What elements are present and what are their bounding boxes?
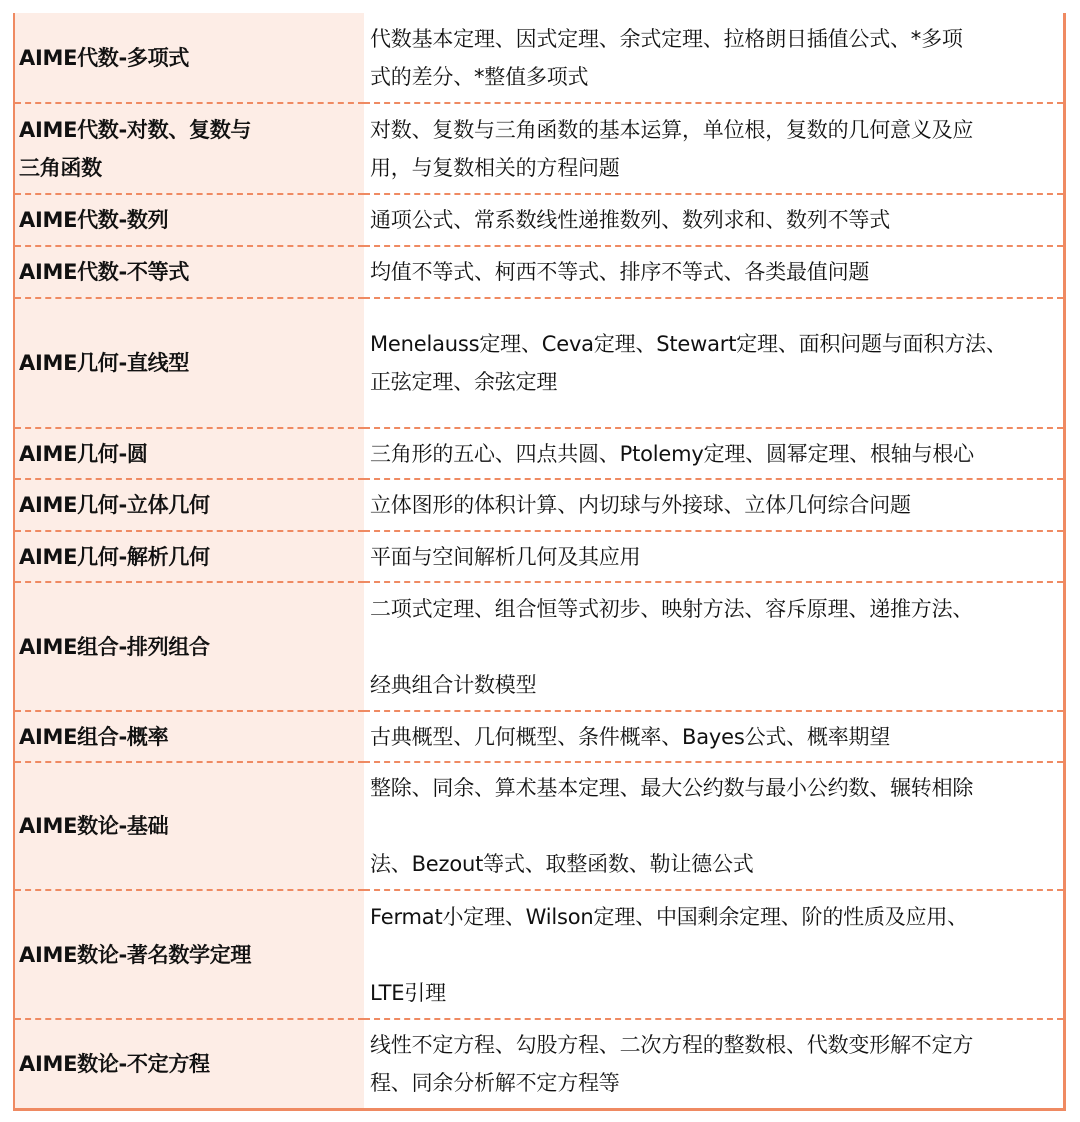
table-row (15, 246, 1063, 298)
topic-cell (15, 298, 364, 428)
aime-syllabus-table (13, 13, 1066, 1111)
content-text: 对数、复数与三角函数的基本运算，单位根，复数的几何意义及应 (370, 117, 974, 142)
table-row (15, 194, 1063, 246)
topic-label: AIME代数-多项式 (19, 45, 190, 70)
content-cell (364, 13, 1063, 103)
topic-cell (15, 428, 364, 479)
topic-label: AIME几何-立体几何 (19, 493, 210, 517)
topic-cell (15, 13, 364, 103)
content-text: 程、同余分析解不定方程等 (370, 1071, 620, 1095)
content-text: Menelauss定理、Ceva定理、Stewart定理、面积问题与面积方法、 (370, 332, 1007, 356)
topic-label: AIME组合-排列组合 (19, 634, 210, 659)
topic-cell (15, 582, 364, 711)
content-cell (364, 103, 1063, 194)
content-text: 经典组合计数模型 (370, 672, 537, 697)
content-cell (364, 246, 1063, 298)
content-text: 三角形的五心、四点共圆、Ptolemy定理、圆幂定理、根轴与根心 (370, 441, 974, 466)
topic-label: AIME组合-概率 (19, 724, 169, 749)
table-row (15, 13, 1063, 103)
content-cell (364, 890, 1063, 1019)
topic-cell (15, 103, 364, 194)
table-row (15, 1019, 1063, 1108)
content-text: Fermat小定理、Wilson定理、中国剩余定理、阶的性质及应用、 (370, 904, 968, 929)
content-cell (364, 582, 1063, 711)
topic-label: AIME几何-解析几何 (19, 544, 210, 569)
table-row (15, 479, 1063, 531)
table-row (15, 428, 1063, 479)
content-text: 平面与空间解析几何及其应用 (370, 544, 641, 569)
topic-label: AIME几何-直线型 (19, 351, 190, 375)
content-cell (364, 711, 1063, 762)
topic-cell (15, 194, 364, 246)
topic-cell (15, 890, 364, 1019)
content-cell (364, 1019, 1063, 1108)
content-cell (364, 531, 1063, 582)
content-text: 整除、同余、算术基本定理、最大公约数与最小公约数、辗转相除 (370, 776, 974, 800)
syllabus-table (15, 13, 1063, 1108)
table-row (15, 711, 1063, 762)
content-text: 二项式定理、组合恒等式初步、映射方法、容斥原理、递推方法、 (370, 596, 974, 621)
topic-label: AIME数论-著名数学定理 (19, 942, 252, 967)
topic-cell (15, 531, 364, 582)
content-text: 用，与复数相关的方程问题 (370, 155, 620, 180)
topic-label: AIME几何-圆 (19, 441, 148, 466)
content-text: 立体图形的体积计算、内切球与外接球、立体几何综合问题 (370, 493, 911, 517)
content-text: 代数基本定理、因式定理、余式定理、拉格朗日插值公式、*多项 (370, 26, 963, 51)
content-text: 式的差分、*整值多项式 (370, 64, 589, 89)
topic-cell (15, 1019, 364, 1108)
table-row (15, 582, 1063, 711)
content-text: 通项公式、常系数线性递推数列、数列求和、数列不等式 (370, 208, 890, 232)
topic-label: AIME代数-对数、复数与 (19, 117, 252, 142)
content-cell (364, 298, 1063, 428)
topic-label: 三角函数 (19, 155, 102, 180)
content-text: 正弦定理、余弦定理 (370, 370, 558, 394)
topic-cell (15, 711, 364, 762)
content-cell (364, 194, 1063, 246)
table-row (15, 762, 1063, 890)
topic-cell (15, 479, 364, 531)
table-row (15, 890, 1063, 1019)
content-text: LTE引理 (370, 980, 446, 1005)
content-cell (364, 479, 1063, 531)
topic-label: AIME数论-基础 (19, 814, 169, 838)
content-text: 线性不定方程、勾股方程、二次方程的整数根、代数变形解不定方 (370, 1033, 974, 1057)
table-row (15, 298, 1063, 428)
topic-label: AIME代数-数列 (19, 208, 169, 232)
topic-label: AIME数论-不定方程 (19, 1052, 210, 1076)
topic-cell (15, 762, 364, 890)
content-text: 均值不等式、柯西不等式、排序不等式、各类最值问题 (370, 260, 870, 284)
topic-label: AIME代数-不等式 (19, 260, 190, 284)
content-text: 法、Bezout等式、取整函数、勒让德公式 (370, 852, 754, 876)
topic-cell (15, 246, 364, 298)
table-row (15, 531, 1063, 582)
content-cell (364, 762, 1063, 890)
table-row (15, 103, 1063, 194)
content-text: 古典概型、几何概型、条件概率、Bayes公式、概率期望 (370, 724, 891, 749)
content-cell (364, 428, 1063, 479)
